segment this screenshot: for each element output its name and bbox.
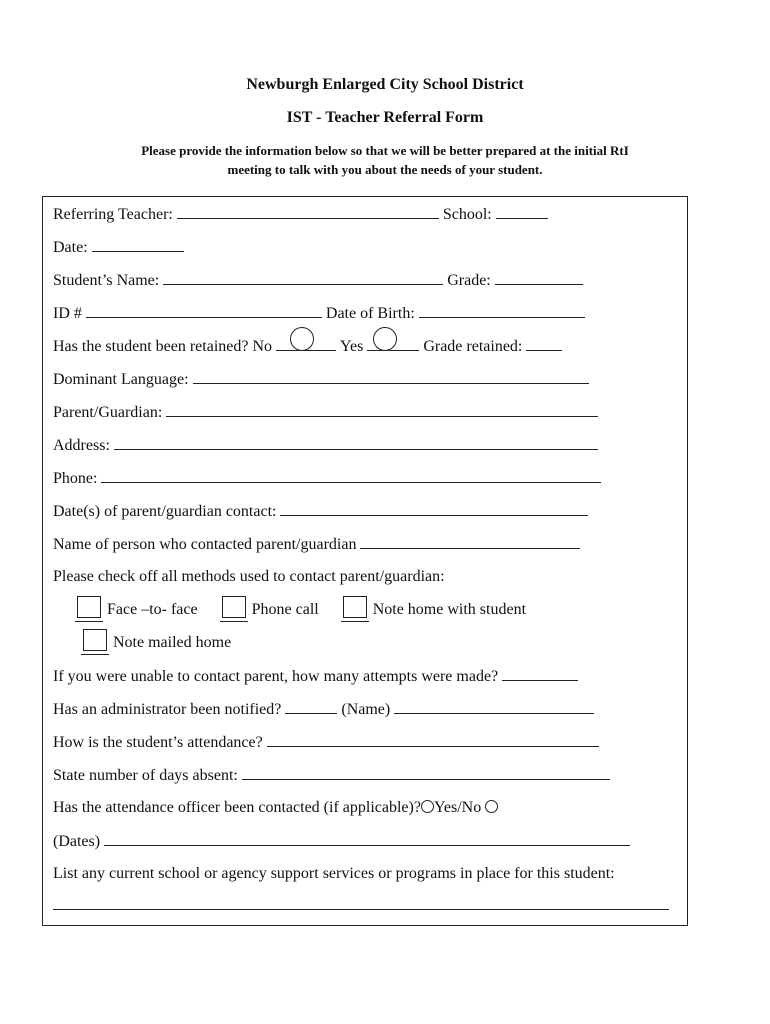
- row-phone: [53, 467, 681, 489]
- row-address: [53, 434, 681, 456]
- row-services-answer: [53, 894, 681, 916]
- row-methods-1: [75, 599, 681, 621]
- retained-yes-label: Yes: [340, 338, 364, 355]
- grade-retained-label: Grade retained:: [423, 338, 523, 355]
- face-to-face-label: Face –to- face: [107, 601, 198, 618]
- grade-retained-field[interactable]: [526, 335, 562, 351]
- row-attempts: [53, 665, 681, 687]
- attendance-label: How is the student’s attendance?: [53, 734, 263, 751]
- referral-form-box: [42, 196, 688, 926]
- row-retained: [53, 335, 681, 357]
- admin-name-label: (Name): [341, 701, 391, 718]
- student-name-label: Student’s Name:: [53, 272, 160, 289]
- contact-dates-field[interactable]: [280, 500, 588, 516]
- note-mailed-label: Note mailed home: [113, 634, 232, 651]
- dates-field[interactable]: [104, 830, 630, 846]
- form-title: IST - Teacher Referral Form: [286, 109, 484, 126]
- phone-call-label: Phone call: [251, 601, 319, 618]
- school-label: School:: [442, 206, 492, 223]
- attendance-officer-yes-radio[interactable]: [421, 800, 434, 813]
- parent-guardian-field[interactable]: [166, 401, 598, 417]
- referring-teacher-field[interactable]: [177, 203, 439, 219]
- row-methods-question: [53, 566, 681, 588]
- note-mailed-checkbox-wrap: [81, 632, 109, 655]
- dominant-language-label: Dominant Language:: [53, 371, 189, 388]
- services-question: List any current school or agency support services or programs in place for this student:: [53, 865, 615, 882]
- instructions: [0, 141, 770, 179]
- row-services-question: [53, 863, 681, 885]
- grade-label: Grade:: [447, 272, 491, 289]
- attendance-field[interactable]: [267, 731, 599, 747]
- id-label: ID #: [53, 305, 82, 322]
- instructions-line-2: meeting to talk with you about the needs of your student.: [227, 162, 543, 177]
- phone-call-checkbox[interactable]: [222, 596, 246, 618]
- retained-yes-radio[interactable]: [373, 327, 397, 351]
- note-home-checkbox[interactable]: [343, 596, 367, 618]
- attendance-officer-no-radio[interactable]: [485, 800, 498, 813]
- phone-field[interactable]: [101, 467, 601, 483]
- row-id-dob: [53, 302, 681, 324]
- phone-call-checkbox-wrap: [220, 599, 248, 622]
- retained-no-blank: [276, 335, 336, 351]
- student-name-field[interactable]: [163, 269, 443, 285]
- row-parent: [53, 401, 681, 423]
- days-absent-label: State number of days absent:: [53, 767, 238, 784]
- id-field[interactable]: [86, 302, 322, 318]
- row-attendance-officer: [53, 797, 681, 819]
- admin-name-field[interactable]: [394, 698, 594, 714]
- dominant-language-field[interactable]: [193, 368, 589, 384]
- attempts-field[interactable]: [502, 665, 578, 681]
- referring-teacher-label: Referring Teacher:: [53, 206, 173, 223]
- address-field[interactable]: [114, 434, 598, 450]
- row-dates: [53, 830, 681, 852]
- row-contact-dates: [53, 500, 681, 522]
- methods-question: Please check off all methods used to contact parent/guardian:: [53, 568, 445, 585]
- address-label: Address:: [53, 437, 110, 454]
- district-title: Newburgh Enlarged City School District: [246, 76, 524, 93]
- row-language: [53, 368, 681, 390]
- retained-yes-blank: [367, 335, 419, 351]
- contact-person-label: Name of person who contacted parent/guardian: [53, 536, 357, 553]
- admin-label: Has an administrator been notified?: [53, 701, 282, 718]
- dates-label: (Dates): [53, 833, 101, 850]
- parent-guardian-label: Parent/Guardian:: [53, 404, 163, 421]
- date-field[interactable]: [92, 236, 184, 252]
- row-teacher-school: [53, 203, 681, 225]
- services-field[interactable]: [53, 894, 669, 910]
- note-home-checkbox-wrap: [341, 599, 369, 622]
- dob-label: Date of Birth:: [325, 305, 415, 322]
- row-admin: [53, 698, 681, 720]
- retained-no-radio[interactable]: [290, 327, 314, 351]
- attendance-officer-label: Has the attendance officer been contacted (if applicable)?: [53, 799, 421, 816]
- retained-question: Has the student been retained? No: [53, 338, 273, 355]
- school-field[interactable]: [496, 203, 548, 219]
- attempts-label: If you were unable to contact parent, how many attempts were made?: [53, 668, 499, 685]
- yes-no-label: Yes/No: [433, 799, 482, 816]
- row-date: [53, 236, 681, 258]
- row-contact-person: [53, 533, 681, 555]
- date-label: Date:: [53, 239, 88, 256]
- face-to-face-checkbox[interactable]: [77, 596, 101, 618]
- face-to-face-checkbox-wrap: [75, 599, 103, 622]
- row-methods-2: [81, 632, 681, 654]
- phone-label: Phone:: [53, 470, 98, 487]
- row-days-absent: [53, 764, 681, 786]
- instructions-line-1: Please provide the information below so that we will be better prepared at the initial RtI: [141, 143, 629, 158]
- dob-field[interactable]: [419, 302, 585, 318]
- row-attendance: [53, 731, 681, 753]
- row-student-grade: [53, 269, 681, 291]
- grade-field[interactable]: [495, 269, 583, 285]
- note-home-label: Note home with student: [372, 601, 527, 618]
- contact-person-field[interactable]: [360, 533, 580, 549]
- note-mailed-checkbox[interactable]: [83, 629, 107, 651]
- days-absent-field[interactable]: [242, 764, 610, 780]
- contact-dates-label: Date(s) of parent/guardian contact:: [53, 503, 277, 520]
- admin-field[interactable]: [285, 698, 337, 714]
